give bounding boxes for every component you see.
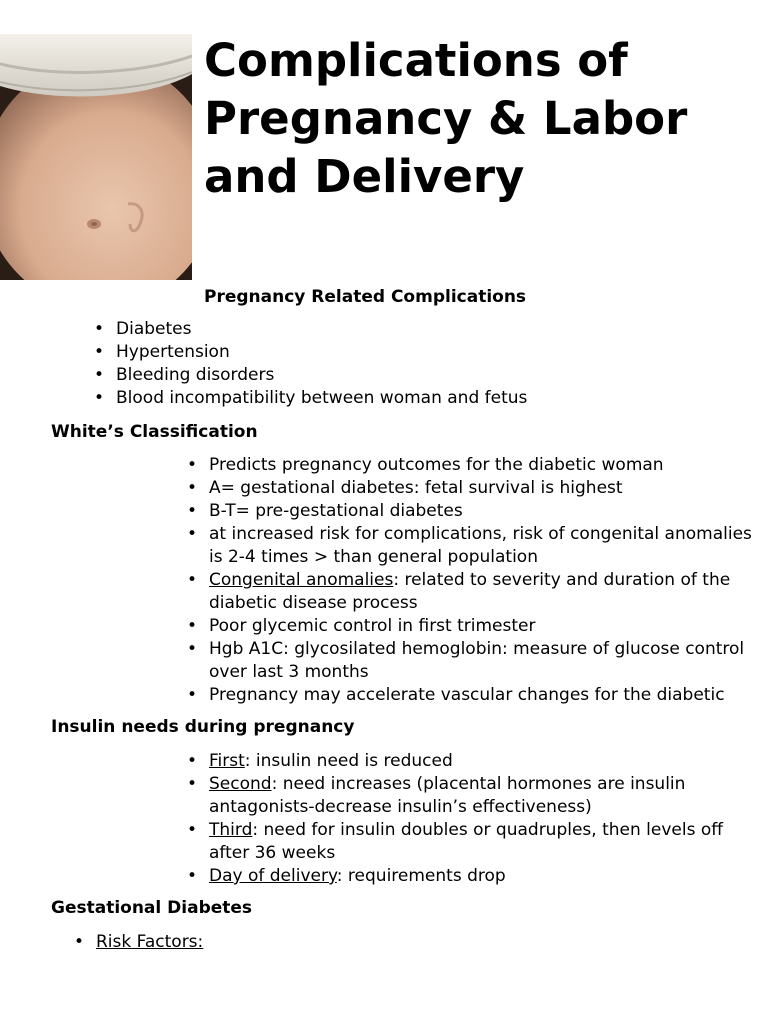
pregnancy-related-heading: Pregnancy Related Complications xyxy=(204,287,527,307)
list-item xyxy=(184,684,754,707)
gestational-diabetes-list xyxy=(71,931,751,954)
item-text: : need for insulin doubles or quadruples, then levels off after 36 weeks xyxy=(209,820,723,863)
list-item xyxy=(184,750,754,773)
item-text: : insulin need is reduced xyxy=(244,751,453,771)
list-item xyxy=(184,638,754,684)
list-item xyxy=(71,931,751,954)
item-text: at increased risk for complications, risk of congenital anomalies is 2-4 times > than general population xyxy=(209,524,752,567)
list-item xyxy=(184,773,754,819)
list-item xyxy=(184,454,754,477)
pregnancy-related-list xyxy=(91,318,751,410)
whites-classification-heading: White’s Classification xyxy=(51,422,258,442)
insulin-needs-heading: Insulin needs during pregnancy xyxy=(51,717,355,737)
list-item xyxy=(184,819,754,865)
title-line: and Delivery xyxy=(204,150,525,203)
item-lead: Second xyxy=(209,774,272,794)
list-item: • Blood incompatibility between woman and fetus xyxy=(91,387,751,410)
item-text: B-T= pre-gestational diabetes xyxy=(209,501,463,521)
list-item: • Bleeding disorders xyxy=(91,364,751,387)
item-lead: Day of delivery xyxy=(209,866,337,886)
item-lead: Third xyxy=(209,820,253,840)
insulin-needs-list xyxy=(184,750,754,888)
list-item: • Hypertension xyxy=(91,341,751,364)
pregnant-belly-illustration xyxy=(0,34,192,280)
item-text: Pregnancy may accelerate vascular changes for the diabetic xyxy=(209,685,725,705)
list-item xyxy=(184,523,754,569)
list-item xyxy=(184,500,754,523)
title-line: Complications of xyxy=(204,34,628,87)
list-item xyxy=(184,615,754,638)
item-text: : related to severity and duration of the diabetic disease process xyxy=(209,570,731,613)
item-text: Hgb A1C: glycosilated hemoglobin: measure of glucose control over last 3 months xyxy=(209,639,745,682)
page-title xyxy=(204,32,764,206)
item-text: A= gestational diabetes: fetal survival is highest xyxy=(209,478,623,498)
list-item xyxy=(184,569,754,615)
title-line: Pregnancy & Labor xyxy=(204,92,688,145)
gestational-diabetes-heading: Gestational Diabetes xyxy=(51,898,253,918)
pregnant-belly-photo xyxy=(0,34,192,280)
item-lead: First xyxy=(209,751,245,771)
list-item xyxy=(184,865,754,888)
whites-classification-list xyxy=(184,454,754,707)
item-text: Predicts pregnancy outcomes for the diabetic woman xyxy=(209,455,664,475)
item-text: : requirements drop xyxy=(336,866,506,886)
item-text: Poor glycemic control in first trimester xyxy=(209,616,536,636)
list-item: • Diabetes xyxy=(91,318,751,341)
item-lead: Congenital anomalies xyxy=(209,570,394,590)
list-item xyxy=(184,477,754,500)
item-lead: Risk Factors: xyxy=(96,932,204,952)
item-text: : need increases (placental hormones are insulin antagonists-decrease insulin’s effectiveness) xyxy=(209,774,686,817)
